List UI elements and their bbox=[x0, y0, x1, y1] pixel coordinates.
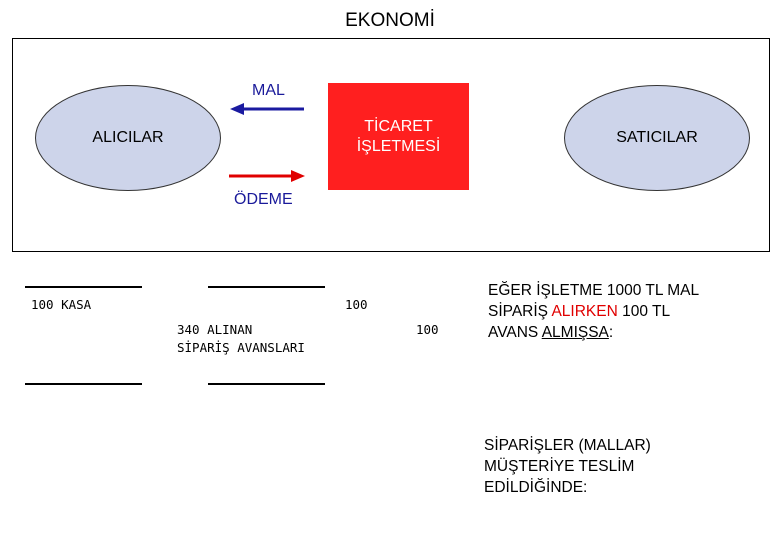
goods-arrow bbox=[230, 101, 306, 117]
ledger-amount-debit: 100 bbox=[345, 297, 368, 312]
sellers-label: SATICILAR bbox=[616, 129, 698, 146]
advances-account-label: 340 ALINAN SİPARİŞ AVANSLARI bbox=[177, 322, 305, 355]
note1-text-c: : bbox=[608, 324, 614, 341]
firm-label: TİCARET İŞLETMESİ bbox=[356, 117, 441, 155]
buyers-ellipse bbox=[35, 85, 221, 191]
payment-flow-label: ÖDEME bbox=[234, 191, 293, 208]
note-delivery: SİPARİŞLER (MALLAR) MÜŞTERİYE TESLİM EDİLDİĞİNDE: bbox=[484, 437, 651, 496]
ledger-line-bottom-left bbox=[25, 383, 142, 385]
ledger-line-top-left bbox=[25, 286, 142, 288]
sellers-ellipse bbox=[564, 85, 750, 191]
buyers-label: ALICILAR bbox=[92, 129, 164, 146]
cash-account-label: 100 KASA bbox=[31, 297, 92, 312]
ledger-line-top-right bbox=[208, 286, 325, 288]
note1-text-underlined: ALMIŞSA bbox=[541, 324, 609, 341]
trading-firm-box bbox=[328, 83, 469, 190]
note1-text-a: EĞER İŞLETME 1000 TL MAL SİPARİŞ bbox=[488, 282, 700, 320]
payment-arrow bbox=[229, 168, 305, 184]
goods-flow-label: MAL bbox=[252, 82, 285, 99]
note-order-advance bbox=[488, 280, 699, 343]
page-title: EKONOMİ bbox=[345, 10, 435, 31]
ledger-amount-credit: 100 bbox=[416, 322, 439, 337]
note1-text-red: ALIRKEN bbox=[551, 303, 618, 320]
note1-text-b: 100 TL AVANS bbox=[488, 303, 671, 341]
ledger-line-bottom-right bbox=[208, 383, 325, 385]
